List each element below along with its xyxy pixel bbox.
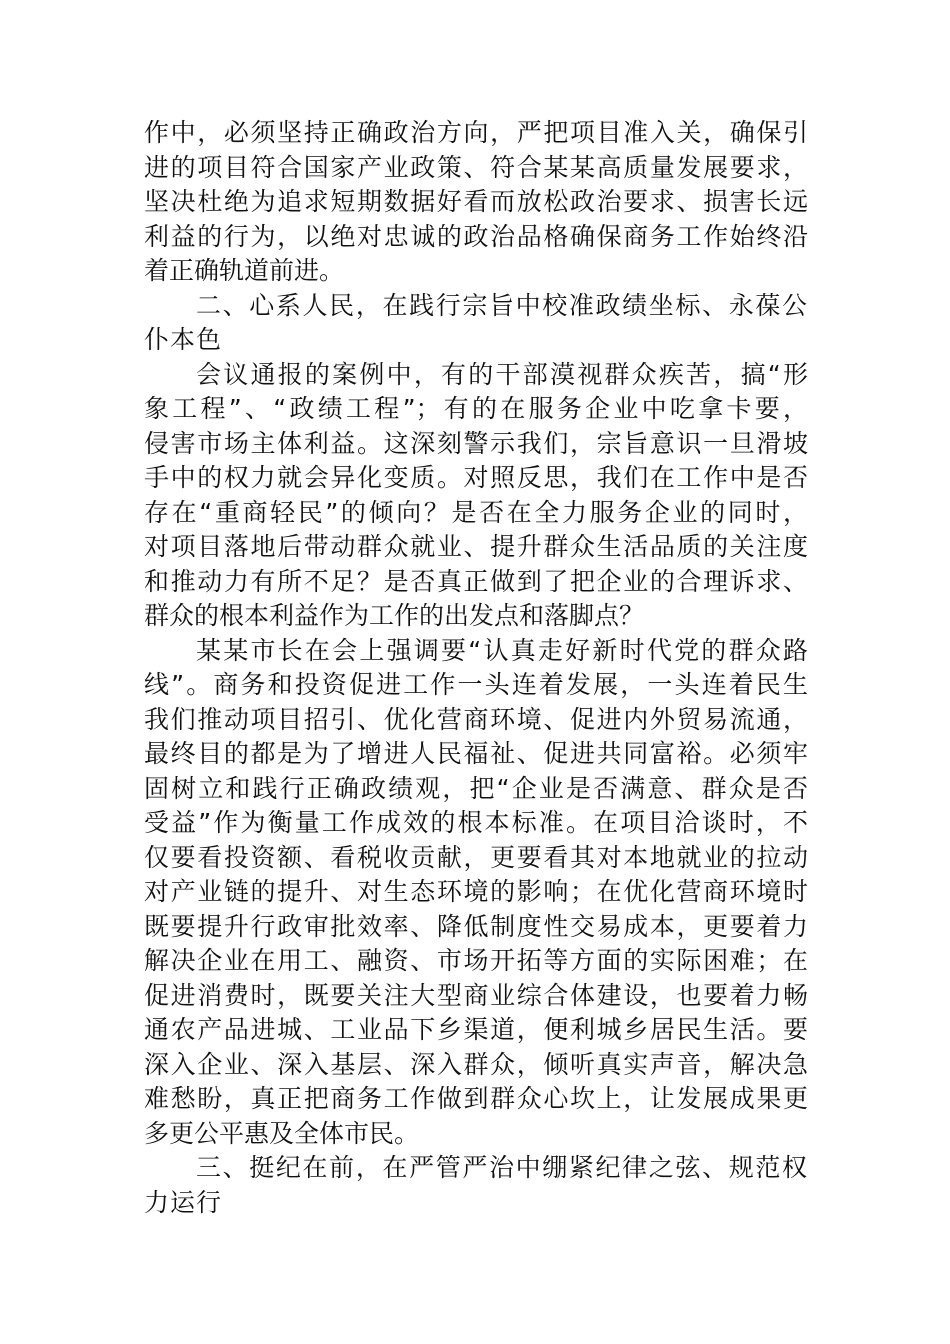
paragraph-line: 和推动力有所不足？是否真正做到了把企业的合理诉求、 xyxy=(144,566,808,596)
section-heading-line: 三、挺纪在前，在严管严治中绷紧纪律之弦、规范权 xyxy=(196,1153,808,1182)
paragraph-line: 进的项目符合国家产业政策、符合某某高质量发展要求， xyxy=(144,152,808,182)
paragraph-line: 对产业链的提升、对生态环境的影响；在优化营商环境时 xyxy=(144,877,808,906)
paragraph-line: 某某市长在会上强调要“认真走好新时代党的群众路 xyxy=(196,635,808,665)
paragraph-line: 群众的根本利益作为工作的出发点和落脚点？ xyxy=(144,601,645,630)
paragraph-line: 线”。商务和投资促进工作一头连着发展，一头连着民生 xyxy=(144,670,808,699)
section-heading-line: 二、心系人民，在践行宗旨中校准政绩坐标、永葆公 xyxy=(196,290,808,320)
paragraph-line: 手中的权力就会异化变质。对照反思，我们在工作中是否 xyxy=(144,463,808,492)
paragraph-line: 会议通报的案例中，有的干部漠视群众疾苦，搞“形 xyxy=(196,359,808,389)
paragraph-line: 我们推动项目招引、优化营商环境、促进内外贸易流通， xyxy=(144,704,808,734)
paragraph-line: 作中，必须坚持正确政治方向，严把项目准入关，确保引 xyxy=(144,118,808,147)
paragraph-line: 最终目的都是为了增进人民福祉、促进共同富裕。必须牢 xyxy=(144,739,808,768)
paragraph-line: 存在“重商轻民”的倾向？是否在全力服务企业的同时， xyxy=(144,497,808,527)
paragraph-line: 固树立和践行正确政绩观，把“企业是否满意、群众是否 xyxy=(144,773,808,803)
paragraph-line: 仅要看投资额、看税收贡献，更要看其对本地就业的拉动 xyxy=(144,842,808,872)
paragraph-line: 既要提升行政审批效率、降低制度性交易成本，更要着力 xyxy=(144,911,808,941)
paragraph-line: 难愁盼，真正把商务工作做到群众心坎上，让发展成果更 xyxy=(144,1084,808,1113)
paragraph-line: 利益的行为，以绝对忠诚的政治品格确保商务工作始终沿 xyxy=(144,221,808,251)
paragraph-line: 受益”作为衡量工作成效的根本标准。在项目洽谈时，不 xyxy=(144,808,808,837)
paragraph-line: 解决企业在用工、融资、市场开拓等方面的实际困难；在 xyxy=(144,946,808,975)
section-heading-line: 仆本色 xyxy=(144,325,223,354)
paragraph-line: 象工程”、“政绩工程”；有的在服务企业中吃拿卡要， xyxy=(144,394,808,423)
paragraph-line: 对项目落地后带动群众就业、提升群众生活品质的关注度 xyxy=(144,532,808,561)
paragraph-line: 着正确轨道前进。 xyxy=(144,256,345,285)
paragraph-line: 通农产品进城、工业品下乡渠道，便利城乡居民生活。要 xyxy=(144,1015,808,1044)
paragraph-line: 多更公平惠及全体市民。 xyxy=(144,1118,420,1148)
paragraph-line: 深入企业、深入基层、深入群众，倾听真实声音，解决急 xyxy=(144,1049,808,1079)
paragraph-line: 侵害市场主体利益。这深刻警示我们，宗旨意识一旦滑坡 xyxy=(144,428,808,458)
section-heading-line: 力运行 xyxy=(144,1187,223,1217)
paragraph-line: 促进消费时，既要关注大型商业综合体建设，也要着力畅 xyxy=(144,980,808,1010)
paragraph-line: 坚决杜绝为追求短期数据好看而放松政治要求、损害长远 xyxy=(144,187,808,216)
document-body xyxy=(144,116,808,1220)
